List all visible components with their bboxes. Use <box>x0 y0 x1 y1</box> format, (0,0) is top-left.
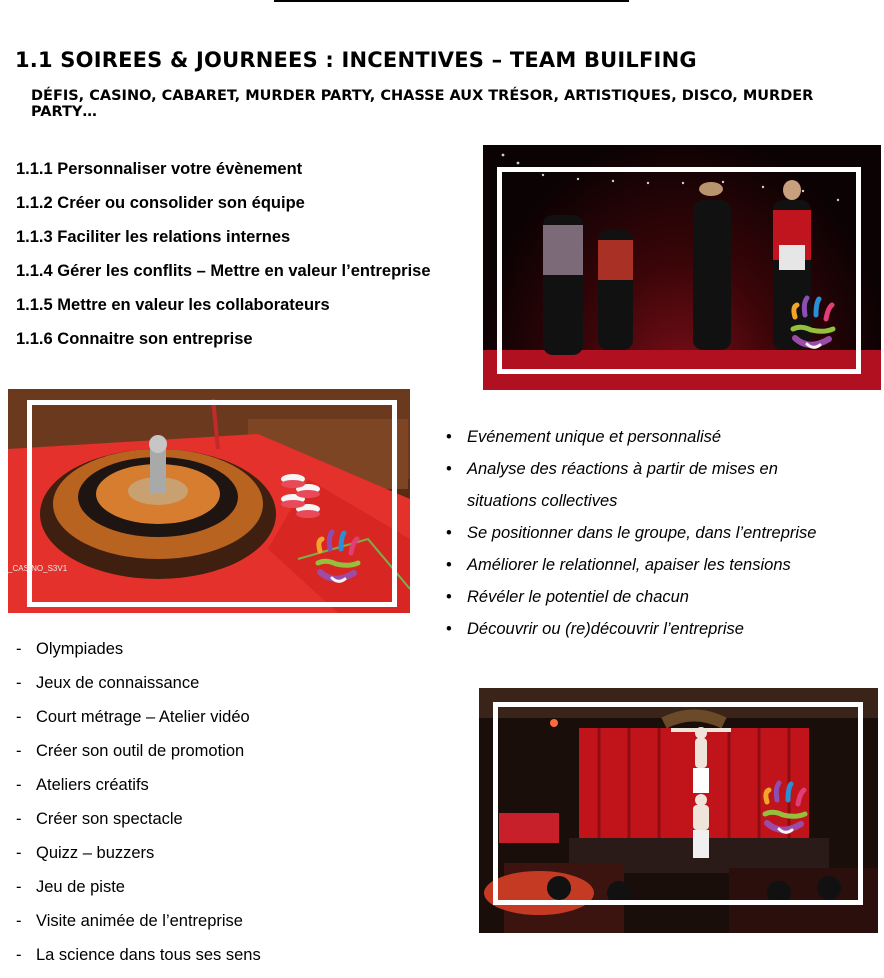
bullet-icon: • <box>446 620 452 638</box>
benefits-list <box>446 421 866 645</box>
activity-item: - Jeux de connaissance <box>16 672 261 706</box>
bullet-icon: • <box>446 428 452 446</box>
dash-icon: - <box>16 946 22 964</box>
activity-item: - Visite animée de l’entreprise <box>16 910 261 944</box>
objective-item: 1.1.5 Mettre en valeur les collaborateurs <box>16 296 330 314</box>
objective-item: 1.1.3 Faciliter les relations internes <box>16 228 291 246</box>
bullet-icon: • <box>446 524 452 542</box>
objective-item: 1.1.4 Gérer les conflits – Mettre en valeur l’entreprise <box>16 262 431 280</box>
bullet-icon: • <box>446 460 452 478</box>
photo-musicians <box>483 145 881 390</box>
activity-item: - Ateliers créatifs <box>16 774 261 808</box>
activity-item: - Jeu de piste <box>16 876 261 910</box>
hand-logo-icon <box>314 529 364 589</box>
dash-icon: - <box>16 810 22 828</box>
activity-item: - Court métrage – Atelier vidéo <box>16 706 261 740</box>
benefit-item: • Découvrir ou (re)découvrir l’entreprise <box>446 613 866 645</box>
objective-item: 1.1.6 Connaitre son entreprise <box>16 330 253 348</box>
benefit-item: • Améliorer le relationnel, apaiser les tensions <box>446 549 866 581</box>
dash-icon: - <box>16 912 22 930</box>
bullet-icon: • <box>446 556 452 574</box>
objective-item: 1.1.1 Personnaliser votre évènement <box>16 160 303 178</box>
photo-caption: _CASINO_S3V1 <box>8 564 68 573</box>
objectives-list <box>16 158 431 362</box>
activities-list <box>16 638 261 978</box>
dash-icon: - <box>16 674 22 692</box>
bullet-icon: • <box>446 588 452 606</box>
dash-icon: - <box>16 742 22 760</box>
dash-icon: - <box>16 844 22 862</box>
hand-logo-icon <box>761 780 811 840</box>
hand-logo-icon <box>789 295 839 355</box>
section-subtitle: DÉFIS, CASINO, CABARET, MURDER PARTY, CHASSE AUX TRÉSOR, ARTISTIQUES, DISCO, MURDER PARTY… <box>31 88 814 120</box>
activity-item: - Olympiades <box>16 638 261 672</box>
dash-icon: - <box>16 776 22 794</box>
benefit-item: • Analyse des réactions à partir de mises en situations collectives <box>446 453 866 517</box>
dash-icon: - <box>16 640 22 658</box>
activity-item: - La science dans tous ses sens <box>16 944 261 978</box>
photo-casino <box>8 389 410 613</box>
photo-acrobats <box>479 688 878 933</box>
activity-item: - Quizz – buzzers <box>16 842 261 876</box>
section-title: 1.1 SOIREES & JOURNEES : INCENTIVES – TEAM BUILFING <box>15 48 697 72</box>
activity-item: - Créer son outil de promotion <box>16 740 261 774</box>
objective-item: 1.1.2 Créer ou consolider son équipe <box>16 194 305 212</box>
activity-item: - Créer son spectacle <box>16 808 261 842</box>
dash-icon: - <box>16 708 22 726</box>
benefit-item: • Se positionner dans le groupe, dans l’entreprise <box>446 517 866 549</box>
dash-icon: - <box>16 878 22 896</box>
benefit-item: • Révéler le potentiel de chacun <box>446 581 866 613</box>
benefit-item: • Evénement unique et personnalisé <box>446 421 866 453</box>
top-rule <box>274 0 629 2</box>
